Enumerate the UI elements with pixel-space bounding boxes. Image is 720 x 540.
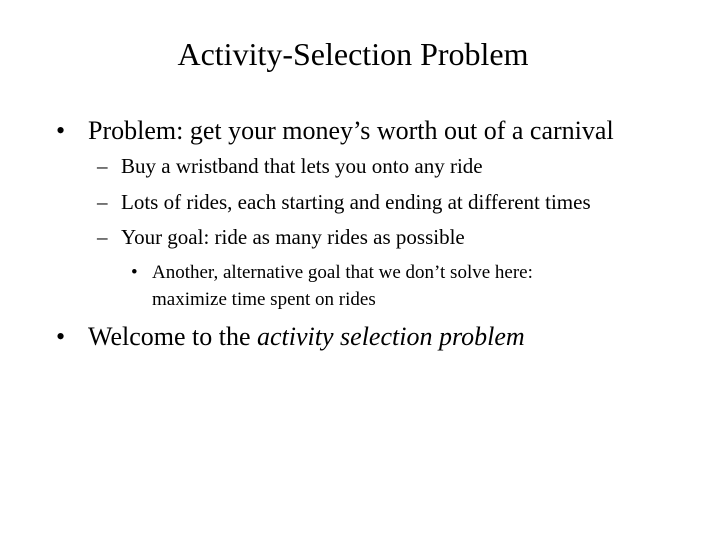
welcome-italic-text: activity selection problem — [257, 322, 525, 351]
subsubbullet-alternative-goal — [0, 261, 720, 313]
slide-title: Activity-Selection Problem — [177, 36, 529, 72]
subbullet-text: Your goal: ride as many rides as possible — [121, 225, 465, 249]
dash-marker: – — [97, 190, 108, 214]
bullet-welcome — [0, 322, 720, 352]
subbullet-text: Lots of rides, each starting and ending at different times — [121, 190, 591, 214]
subsubbullet-text-line2: maximize time spent on rides — [152, 289, 376, 310]
bullet-text — [88, 322, 525, 352]
subbullet-wristband — [0, 153, 720, 179]
bullet-marker: • — [56, 116, 66, 145]
bullet-problem — [0, 116, 720, 146]
subbullet-your-goal — [0, 224, 720, 250]
welcome-plain-text: Welcome to the — [88, 322, 258, 351]
subbullet-text: Buy a wristband that lets you onto any ride — [121, 154, 483, 178]
bullet-marker: • — [56, 322, 66, 351]
bullet-text: Problem: get your money’s worth out of a carnival — [88, 116, 614, 145]
subbullet-lots-of-rides — [0, 189, 720, 215]
bullet-marker: • — [131, 262, 138, 283]
dash-marker: – — [97, 154, 108, 178]
dash-marker: – — [97, 225, 108, 249]
subsubbullet-text-line1: Another, alternative goal that we don’t solve here: — [152, 262, 533, 283]
